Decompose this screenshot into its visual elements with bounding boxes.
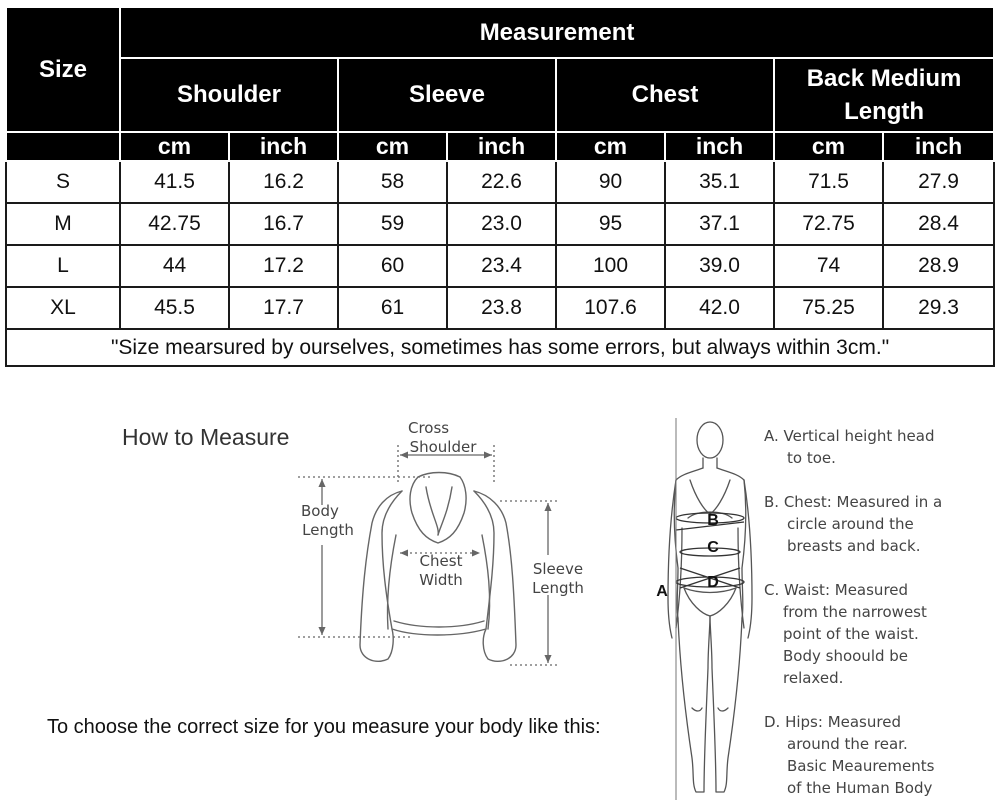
unit-header: cm [556, 132, 665, 161]
table-row [6, 161, 994, 203]
size-cell: M [6, 203, 120, 245]
value-cell: 22.6 [447, 161, 556, 203]
value-cell: 61 [338, 287, 447, 329]
value-cell: 100 [556, 245, 665, 287]
figure-label-b: B [707, 512, 719, 529]
note-line: B. Chest: Measured in a [764, 493, 943, 511]
size-unit-spacer [6, 132, 120, 161]
size-header: Size [6, 7, 120, 132]
measurement-header: Measurement [120, 7, 994, 58]
instruction-text: To choose the correct size for you measure your body like this: [47, 716, 601, 738]
figure-label-c: C [707, 539, 719, 556]
value-cell: 90 [556, 161, 665, 203]
value-cell: 59 [338, 203, 447, 245]
size-cell: S [6, 161, 120, 203]
figure-label-a: A [656, 583, 668, 600]
table-footnote: "Size mearsured by ourselves, sometimes has some errors, but always within 3cm." [6, 329, 994, 366]
note-line: circle around the [787, 515, 914, 533]
table-row [6, 203, 994, 245]
note-line: Basic Meaurements [787, 757, 935, 775]
unit-header: inch [229, 132, 338, 161]
unit-header: inch [447, 132, 556, 161]
unit-header: cm [120, 132, 229, 161]
note-item [764, 711, 996, 799]
size-chart-table [5, 6, 995, 367]
note-line: point of the waist. [783, 625, 919, 643]
note-line: from the narrowest [783, 603, 927, 621]
value-cell: 45.5 [120, 287, 229, 329]
unit-header: inch [883, 132, 994, 161]
sleeve-header: Sleeve [338, 58, 556, 132]
value-cell: 35.1 [665, 161, 774, 203]
note-line: of the Human Body [787, 779, 933, 797]
value-cell: 95 [556, 203, 665, 245]
note-line: to toe. [787, 449, 836, 467]
value-cell: 27.9 [883, 161, 994, 203]
chest-width-label-line2: Width [419, 571, 463, 589]
value-cell: 71.5 [774, 161, 883, 203]
back-medium-length-header: Back Medium Length [774, 58, 994, 132]
value-cell: 23.8 [447, 287, 556, 329]
body-length-label-line1: Body [301, 502, 339, 520]
value-cell: 60 [338, 245, 447, 287]
value-cell: 17.7 [229, 287, 338, 329]
size-cell: L [6, 245, 120, 287]
chest-width-label [410, 552, 472, 590]
cross-shoulder-label-line2: Shoulder [409, 438, 477, 456]
note-line: breasts and back. [787, 537, 921, 555]
cross-shoulder-label [398, 419, 488, 457]
value-cell: 28.4 [883, 203, 994, 245]
cross-shoulder-label-line1: Cross [408, 419, 450, 437]
note-line: C. Waist: Measured [764, 581, 909, 599]
size-cell: XL [6, 287, 120, 329]
unit-header: cm [338, 132, 447, 161]
value-cell: 16.7 [229, 203, 338, 245]
note-line: A. Vertical height head [764, 427, 935, 445]
value-cell: 42.0 [665, 287, 774, 329]
figure-label-d: D [707, 574, 719, 591]
how-to-measure-title: How to Measure [122, 424, 290, 450]
unit-header: inch [665, 132, 774, 161]
value-cell: 42.75 [120, 203, 229, 245]
human-body-figure [640, 418, 760, 804]
body-length-label [297, 502, 359, 540]
sleeve-length-label-line2: Length [532, 579, 584, 597]
table-row [6, 245, 994, 287]
chest-header: Chest [556, 58, 774, 132]
value-cell: 29.3 [883, 287, 994, 329]
note-line: Body shoould be [783, 647, 909, 665]
sleeve-length-label [527, 560, 589, 598]
value-cell: 107.6 [556, 287, 665, 329]
value-cell: 72.75 [774, 203, 883, 245]
value-cell: 23.0 [447, 203, 556, 245]
value-cell: 75.25 [774, 287, 883, 329]
note-item [764, 579, 996, 689]
chest-width-label-line1: Chest [419, 552, 463, 570]
unit-header: cm [774, 132, 883, 161]
shoulder-header: Shoulder [120, 58, 338, 132]
note-item [764, 425, 996, 469]
value-cell: 41.5 [120, 161, 229, 203]
value-cell: 44 [120, 245, 229, 287]
value-cell: 58 [338, 161, 447, 203]
value-cell: 37.1 [665, 203, 774, 245]
note-item [764, 491, 996, 557]
value-cell: 16.2 [229, 161, 338, 203]
table-row [6, 287, 994, 329]
value-cell: 17.2 [229, 245, 338, 287]
note-line: D. Hips: Measured [764, 713, 901, 731]
sleeve-length-label-line1: Sleeve [532, 560, 584, 578]
value-cell: 23.4 [447, 245, 556, 287]
note-line: around the rear. [787, 735, 908, 753]
value-cell: 39.0 [665, 245, 774, 287]
note-line: relaxed. [783, 669, 844, 687]
body-length-label-line2: Length [302, 521, 354, 539]
value-cell: 28.9 [883, 245, 994, 287]
value-cell: 74 [774, 245, 883, 287]
